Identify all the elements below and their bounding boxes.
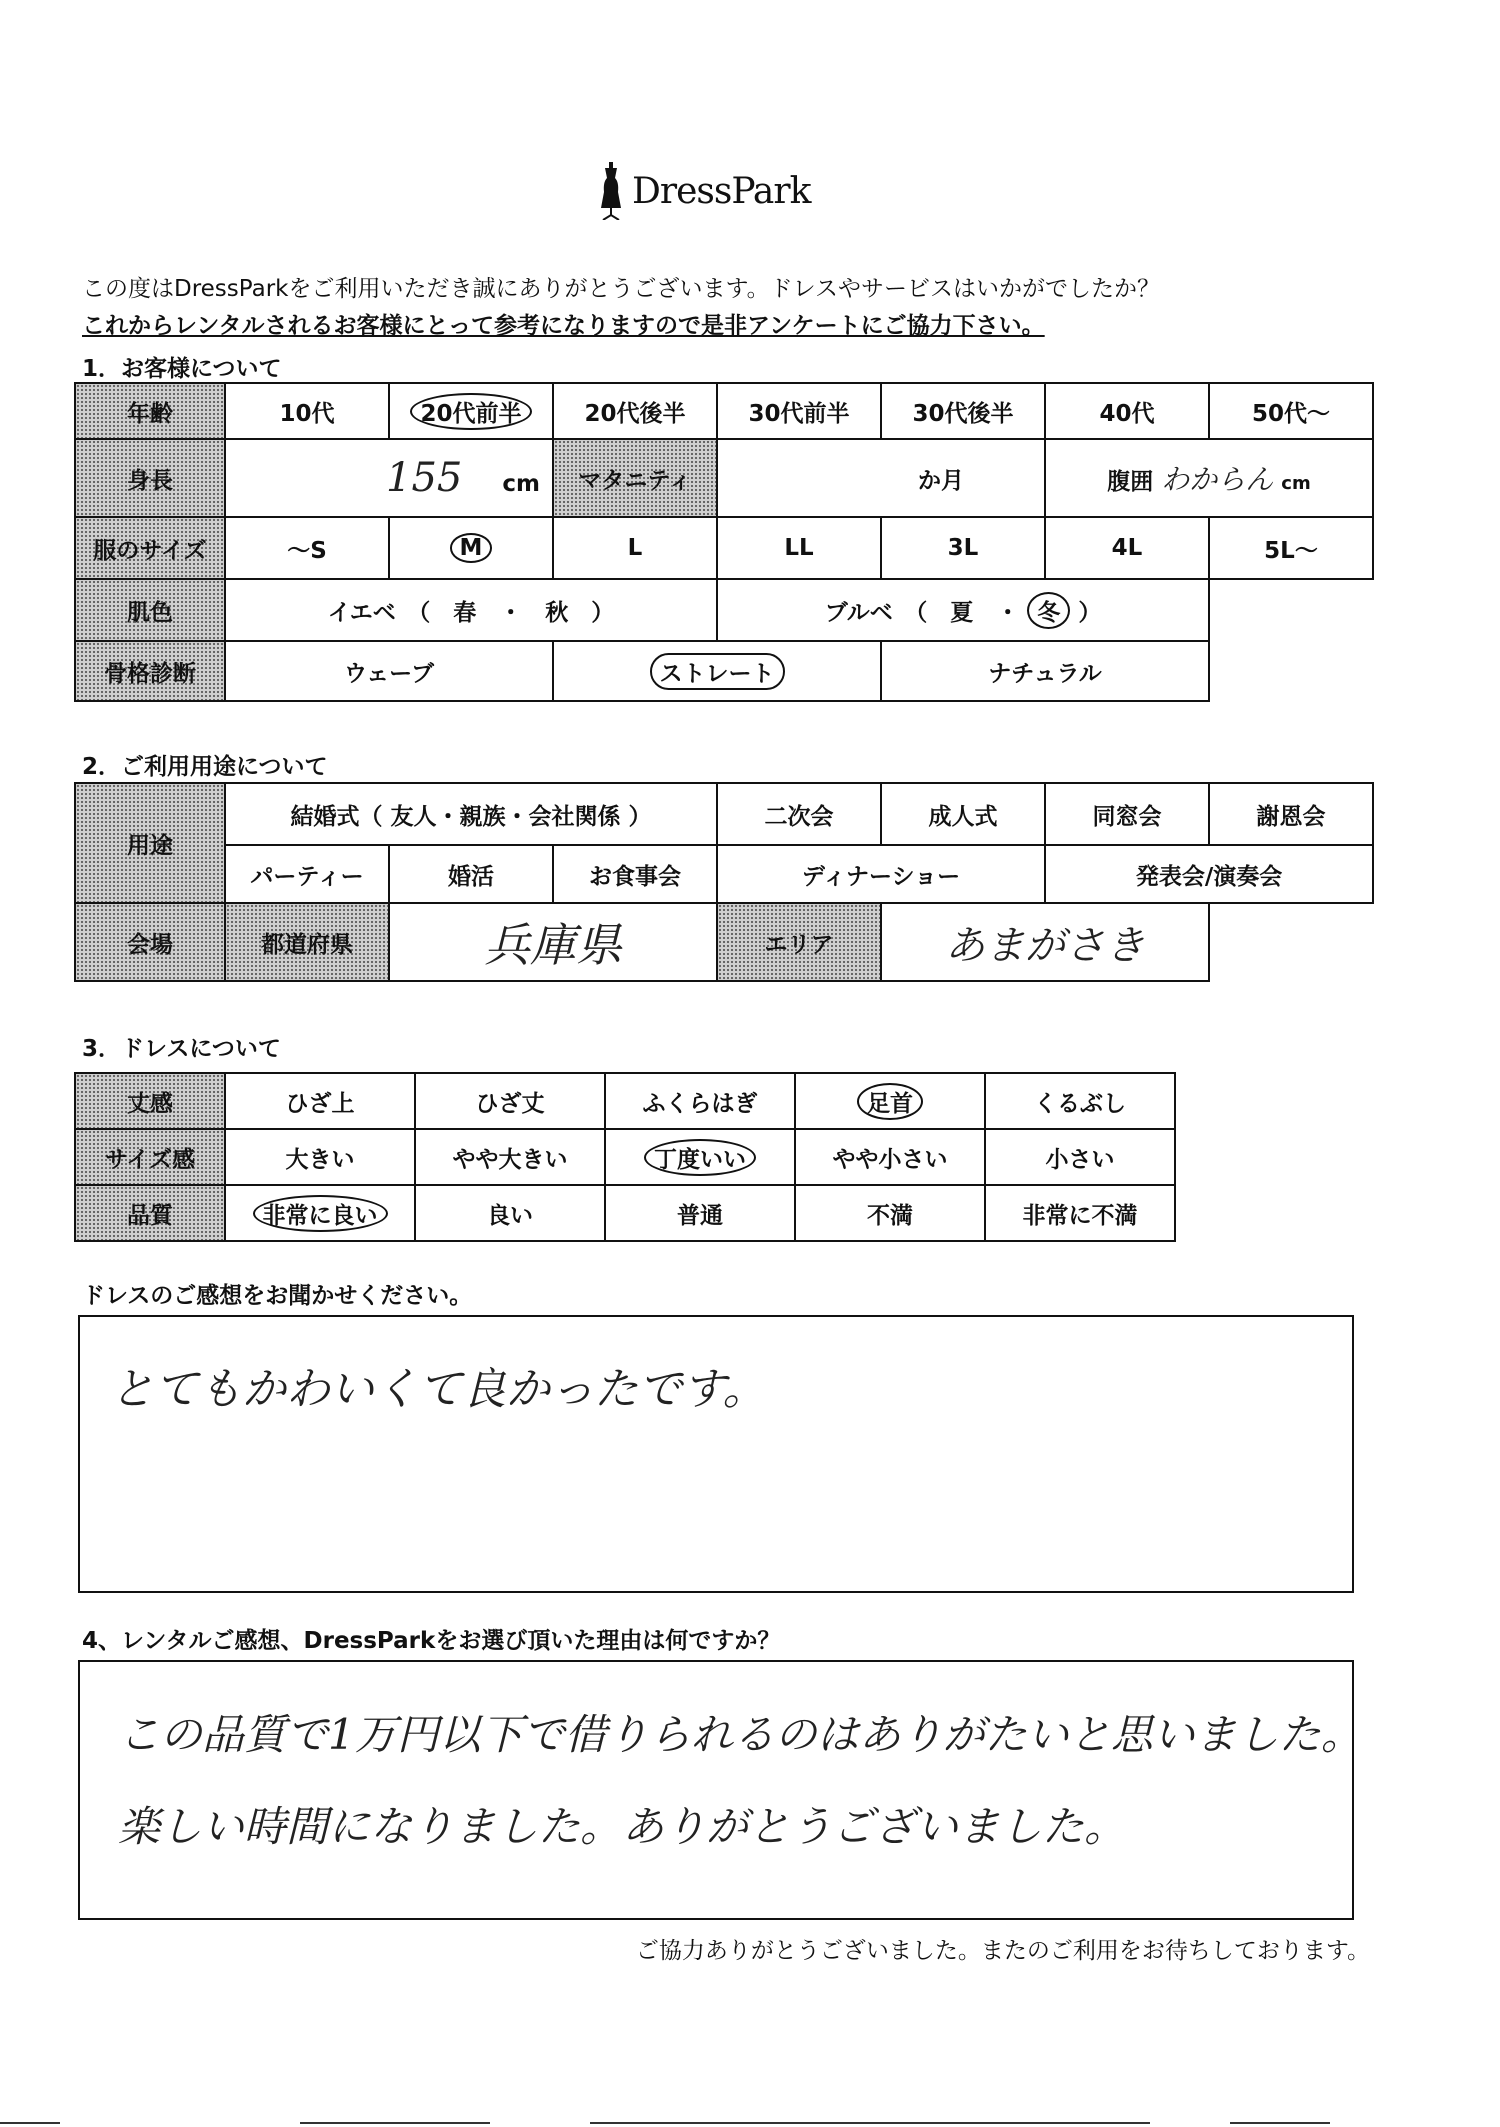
usage-option[interactable]: 同窓会	[1045, 783, 1209, 845]
size-option[interactable]: 5L～	[1209, 517, 1373, 579]
section-2-title: 2．ご利用用途について	[82, 754, 328, 780]
age-option[interactable]: 20代後半	[553, 383, 717, 439]
section-3-title: 3．ドレスについて	[82, 1036, 281, 1062]
waist-field[interactable]	[1045, 439, 1373, 517]
waist-unit: cm	[1281, 473, 1311, 494]
dress-fit-option[interactable]: やや大きい	[415, 1129, 605, 1185]
usage-label: 用途	[75, 783, 225, 903]
bottom-divider	[0, 2122, 60, 2124]
usage-option[interactable]: 発表会/演奏会	[1045, 845, 1373, 903]
usage-option[interactable]: 二次会	[717, 783, 881, 845]
dress-length-option[interactable]: ひざ丈	[415, 1073, 605, 1129]
height-unit: cm	[502, 471, 540, 497]
size-label: 服のサイズ	[75, 517, 225, 579]
brand-name: DressPark	[632, 170, 811, 212]
age-option[interactable]: 50代～	[1209, 383, 1373, 439]
usage-row-2	[75, 845, 1373, 903]
dress-comment-box[interactable]	[78, 1315, 1354, 1593]
height-row	[75, 439, 1373, 517]
dress-fit-label: サイズ感	[75, 1129, 225, 1185]
selection-circle: 足首	[857, 1083, 923, 1120]
prefecture-label: 都道府県	[225, 903, 389, 981]
dress-table	[74, 1072, 1176, 1242]
dress-fit-option-selected[interactable]	[605, 1129, 795, 1185]
dress-quality-label: 品質	[75, 1185, 225, 1241]
usage-option[interactable]: お食事会	[553, 845, 717, 903]
skeleton-row	[75, 641, 1373, 701]
size-option[interactable]: 3L	[881, 517, 1045, 579]
skeleton-label: 骨格診断	[75, 641, 225, 701]
months-unit: か月	[918, 467, 964, 494]
intro-line-1: この度はDressParkをご利用いただき誠にありがとうございます。ドレスやサービスはいかがでしたか？	[82, 276, 1160, 302]
usage-option[interactable]: 婚活	[389, 845, 553, 903]
intro-line-2: これからレンタルされるお客様にとって参考になりますので是非アンケートにご協力下さい。	[82, 313, 1045, 339]
selection-circle: M	[450, 533, 493, 563]
selection-circle: 冬	[1027, 592, 1070, 629]
prefecture-value: 兵庫県	[484, 918, 622, 972]
skin-blue-prefix: ブルベ （ 夏 ・	[824, 599, 1020, 626]
age-option[interactable]: 30代後半	[881, 383, 1045, 439]
age-option[interactable]: 30代前半	[717, 383, 881, 439]
rental-comment-box[interactable]	[78, 1660, 1363, 1920]
footer-thanks: ご協力ありがとうございました。またのご利用をお待ちしております。	[635, 1938, 1370, 1964]
usage-table	[74, 782, 1374, 982]
rental-comment-line-1: この品質で1万円以下で借りられるのはありがたいと思いました。	[118, 1710, 1363, 1759]
usage-option[interactable]: 謝恩会	[1209, 783, 1373, 845]
skin-blue-suffix: ）	[1078, 599, 1102, 626]
venue-row	[75, 903, 1373, 981]
dress-quality-row	[75, 1185, 1175, 1241]
skin-label: 肌色	[75, 579, 225, 641]
bottom-divider	[1230, 2122, 1330, 2124]
height-value: 155	[386, 455, 463, 501]
dress-quality-option[interactable]: 不満	[795, 1185, 985, 1241]
prefecture-field[interactable]	[389, 903, 717, 981]
age-option[interactable]: 40代	[1045, 383, 1209, 439]
age-label: 年齢	[75, 383, 225, 439]
usage-option[interactable]: 成人式	[881, 783, 1045, 845]
dress-quality-option[interactable]: 非常に不満	[985, 1185, 1175, 1241]
dress-length-option[interactable]: くるぶし	[985, 1073, 1175, 1129]
size-option[interactable]: 4L	[1045, 517, 1209, 579]
usage-wedding[interactable]: 結婚式（ 友人・親族・会社関係 ）	[225, 783, 717, 845]
size-option[interactable]: ～S	[225, 517, 389, 579]
area-field[interactable]	[881, 903, 1209, 981]
section-4-title: 4、レンタルご感想、DressParkをお選び頂いた理由は何ですか？	[82, 1628, 781, 1654]
size-option[interactable]: LL	[717, 517, 881, 579]
dress-comment-text: とてもかわいくて良かったです。	[110, 1364, 767, 1415]
maternity-label: マタニティ	[553, 439, 717, 517]
bottom-divider	[300, 2122, 490, 2124]
dress-comment-prompt: ドレスのご感想をお聞かせください。	[82, 1283, 473, 1309]
skeleton-option[interactable]: ナチュラル	[881, 641, 1209, 701]
usage-option[interactable]: ディナーショー	[717, 845, 1045, 903]
bottom-divider	[590, 2122, 1150, 2124]
height-field[interactable]	[225, 439, 553, 517]
selection-circle: 20代前半	[410, 393, 531, 430]
customer-table	[74, 382, 1374, 702]
age-option[interactable]: 10代	[225, 383, 389, 439]
skeleton-option-selected[interactable]	[553, 641, 881, 701]
size-row	[75, 517, 1373, 579]
skin-yellow-option[interactable]: イエベ （ 春 ・ 秋 ）	[225, 579, 717, 641]
brand-logo	[598, 162, 810, 220]
size-option-selected[interactable]	[389, 517, 553, 579]
dress-fit-option[interactable]: やや小さい	[795, 1129, 985, 1185]
skin-blue-option[interactable]	[717, 579, 1209, 641]
usage-option[interactable]: パーティー	[225, 845, 389, 903]
skin-row	[75, 579, 1373, 641]
dress-length-row	[75, 1073, 1175, 1129]
dress-fit-option[interactable]: 小さい	[985, 1129, 1175, 1185]
selection-circle: 非常に良い	[253, 1195, 388, 1232]
usage-row-1	[75, 783, 1373, 845]
dress-length-option[interactable]: ひざ上	[225, 1073, 415, 1129]
dress-fit-option[interactable]: 大きい	[225, 1129, 415, 1185]
height-label: 身長	[75, 439, 225, 517]
dress-quality-option-selected[interactable]	[225, 1185, 415, 1241]
section-1-title: 1．お客様について	[82, 356, 282, 382]
age-option-selected[interactable]	[389, 383, 553, 439]
area-value: あまがさき	[945, 922, 1146, 969]
venue-label: 会場	[75, 903, 225, 981]
waist-label: 腹囲	[1107, 469, 1154, 495]
selection-circle: 丁度いい	[644, 1139, 756, 1176]
dress-length-option-selected[interactable]	[795, 1073, 985, 1129]
dress-quality-option[interactable]: 良い	[415, 1185, 605, 1241]
dress-quality-option[interactable]: 普通	[605, 1185, 795, 1241]
dress-length-label: 丈感	[75, 1073, 225, 1129]
size-option[interactable]: L	[553, 517, 717, 579]
maternity-months-field[interactable]	[717, 439, 1045, 517]
rental-comment-line-2: 楽しい時間になりました。ありがとうございました。	[118, 1802, 1127, 1851]
dress-form-icon	[598, 162, 624, 220]
waist-value: わからん	[1161, 463, 1274, 496]
dress-length-option[interactable]: ふくらはぎ	[605, 1073, 795, 1129]
skeleton-option[interactable]: ウェーブ	[225, 641, 553, 701]
dress-fit-row	[75, 1129, 1175, 1185]
age-row	[75, 383, 1373, 439]
area-label: エリア	[717, 903, 881, 981]
selection-circle: ストレート	[650, 653, 785, 690]
